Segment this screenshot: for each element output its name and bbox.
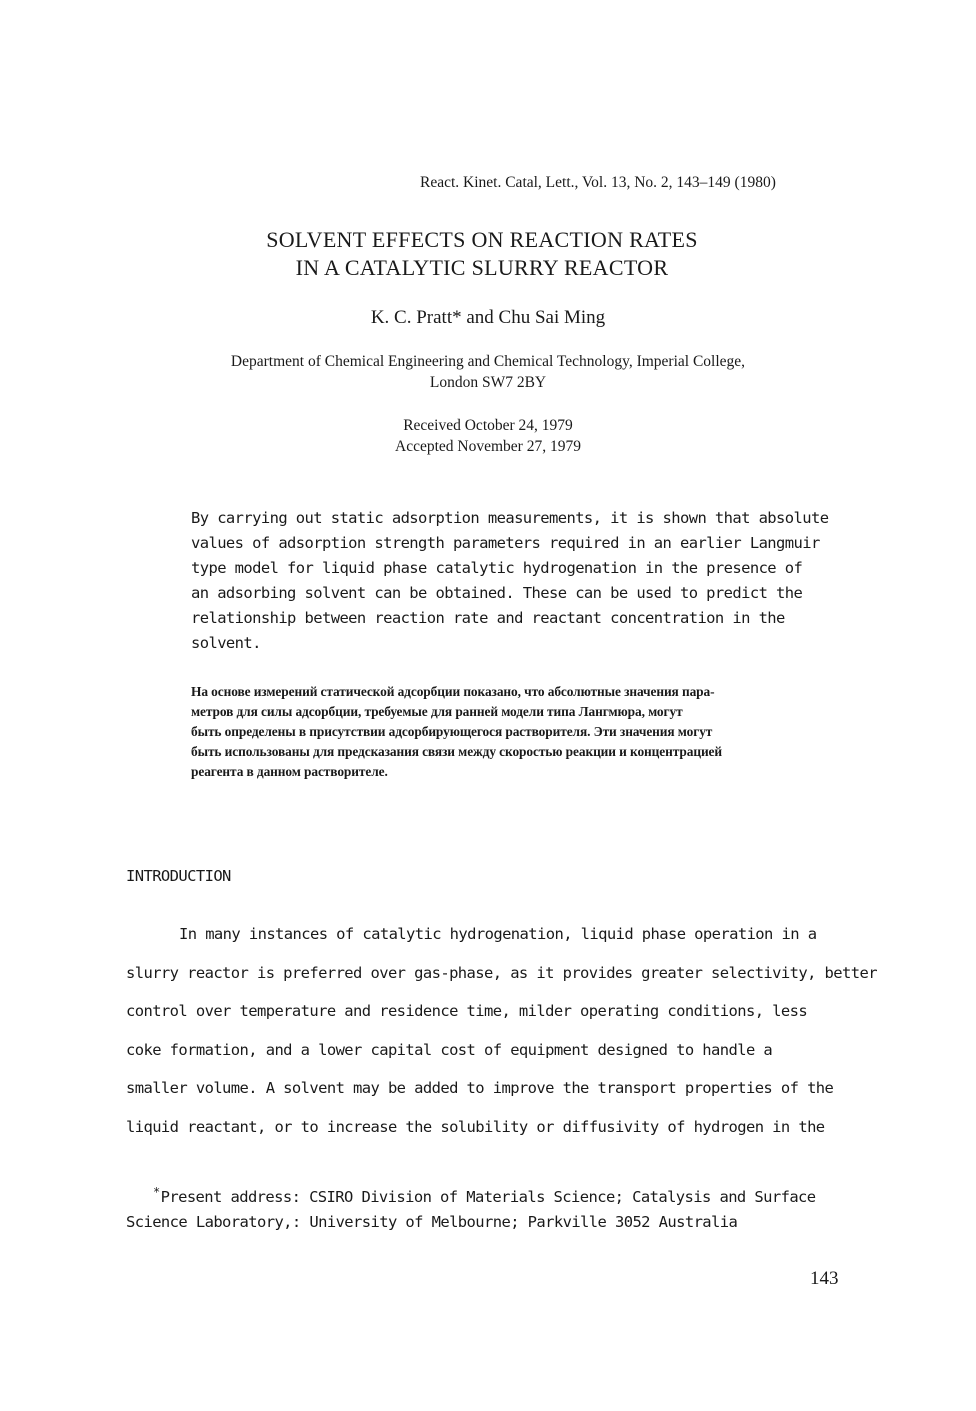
- abstract-russian: [191, 682, 891, 782]
- article-title: [0, 226, 976, 282]
- body-line: slurry reactor is preferred over gas-phase, as it provides greater selectivity, better: [126, 963, 877, 982]
- abstract-ru-line: быть использованы для предсказания связи между скоростью реакции и концентрацией: [191, 744, 723, 759]
- abstract-english: [191, 506, 841, 656]
- body-line: coke formation, and a lower capital cost of equipment designed to handle a: [126, 1040, 773, 1059]
- accepted-date: Accepted November 27, 1979: [395, 438, 581, 455]
- abstract-line: solvent.: [191, 634, 261, 652]
- abstract-ru-line: метров для силы адсорбции, требуемые для ранней модели типа Лангмюра, могут: [191, 704, 683, 719]
- received-date: Received October 24, 1979: [403, 417, 573, 434]
- abstract-line: type model for liquid phase catalytic hydrogenation in the presence of: [191, 559, 803, 577]
- body-line: control over temperature and residence time, milder operating conditions, less: [126, 1002, 808, 1020]
- title-line: SOLVENT EFFECTS ON REACTION RATES: [266, 227, 698, 252]
- affiliation: [0, 351, 976, 393]
- abstract-line: values of adsorption strength parameters required in an earlier Langmuir: [191, 534, 820, 552]
- abstract-ru-line: быть определены в присутствии адсорбирующегося растворителя. Эти значения могут: [191, 724, 713, 739]
- authors: K. C. Pratt* and Chu Sai Ming: [370, 307, 606, 328]
- affiliation-line: Department of Chemical Engineering and Chemical Technology, Imperial College,: [230, 353, 746, 370]
- submission-dates: [0, 415, 976, 457]
- body-line: In many instances of catalytic hydrogenation, liquid phase operation in a: [179, 925, 817, 943]
- footnote-marker: *: [153, 1185, 160, 1199]
- page-number: 143: [810, 1268, 839, 1289]
- abstract-line: an adsorbing solvent can be obtained. These can be used to predict the: [191, 584, 803, 602]
- introduction-body: [126, 915, 877, 1146]
- footnote-line: [126, 1180, 866, 1210]
- footnote: [126, 1180, 866, 1235]
- body-line: liquid reactant, or to increase the solubility or diffusivity of hydrogen in the: [126, 1117, 825, 1136]
- footnote-line: Science Laboratory,: University of Melbourne; Parkville 3052 Australia: [126, 1213, 738, 1231]
- abstract-ru-line: На основе измерений статической адсорбции показано, что абсолютные значения пара-: [191, 684, 715, 699]
- journal-reference: React. Kinet. Catal, Lett., Vol. 13, No. 2, 143–149 (1980): [420, 174, 776, 191]
- abstract-line: relationship between reaction rate and reactant concentration in the: [191, 609, 785, 627]
- title-line: IN A CATALYTIC SLURRY REACTOR: [295, 255, 669, 280]
- affiliation-line: London SW7 2BY: [429, 374, 547, 391]
- footnote-text: Present address: CSIRO Division of Materials Science; Catalysis and Surface: [160, 1188, 816, 1206]
- introduction-heading: INTRODUCTION: [126, 867, 231, 885]
- abstract-line: By carrying out static adsorption measurements, it is shown that absolute: [191, 509, 829, 527]
- abstract-ru-line: реагента в данном растворителе.: [191, 764, 388, 779]
- body-line: smaller volume. A solvent may be added to improve the transport properties of the: [126, 1079, 834, 1097]
